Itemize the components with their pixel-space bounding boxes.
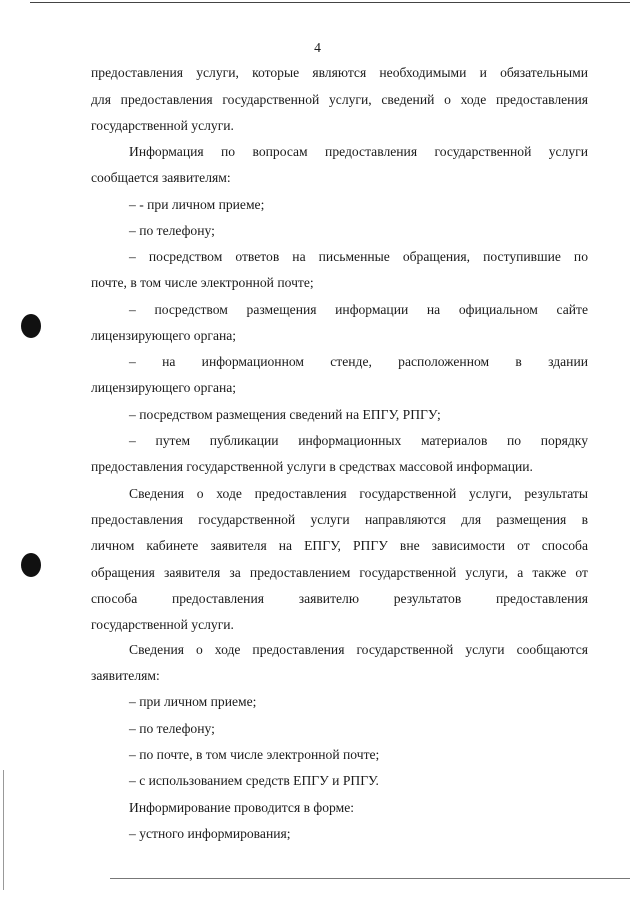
list-item: – по телефону; [129, 223, 215, 238]
list-item: – посредством размещения сведений на ЕПГУ, РПГУ; [129, 407, 441, 422]
list-item: – путем публикации информационных материалов по порядку [129, 433, 588, 448]
list-item: – посредством размещения информации на официальном сайте [129, 302, 588, 317]
text-line: лицензирующего органа; [91, 328, 237, 343]
text-line: почте, в том числе электронной почте; [91, 275, 314, 290]
text-line: Сведения о ходе предоставления государственной услуги сообщаются [129, 642, 588, 657]
text-line: Сведения о ходе предоставления государственной услуги, результаты [129, 486, 588, 501]
text-line: сообщается заявителям: [91, 170, 231, 185]
scan-bottom-edge [110, 878, 630, 879]
list-item: – по телефону; [129, 721, 215, 736]
list-item: – посредством ответов на письменные обращения, поступившие по [129, 249, 588, 264]
list-item: – - при личном приеме; [129, 197, 265, 212]
punch-hole-mark [21, 314, 41, 338]
list-item: – с использованием средств ЕПГУ и РПГУ. [129, 773, 379, 788]
list-item: – по почте, в том числе электронной почте; [129, 747, 380, 762]
text-line: Информация по вопросам предоставления государственной услуги [129, 144, 588, 159]
list-item: – на информационном стенде, расположенном в здании [129, 354, 588, 369]
text-line: Информирование проводится в форме: [129, 800, 355, 815]
text-line: предоставления государственной услуги в средствах массовой информации. [91, 459, 533, 474]
text-line: личном кабинете заявителя на ЕПГУ, РПГУ вне зависимости от способа [91, 538, 588, 553]
text-line: заявителям: [91, 668, 160, 683]
text-line: способа предоставления заявителю результатов предоставления [91, 591, 588, 606]
text-line: государственной услуги. [91, 118, 234, 133]
text-line: предоставления услуги, которые являются необходимыми и обязательными [91, 65, 588, 80]
list-item: – устного информирования; [129, 826, 291, 841]
text-line: обращения заявителя за предоставлением государственной услуги, а также от [91, 565, 588, 580]
page-number: 4 [314, 40, 321, 55]
text-line: государственной услуги. [91, 617, 234, 632]
list-item: – при личном приеме; [129, 694, 257, 709]
scan-left-edge [3, 770, 4, 890]
text-line: предоставления государственной услуги направляются для размещения в [91, 512, 588, 527]
scan-top-edge [30, 2, 630, 3]
text-line: лицензирующего органа; [91, 380, 237, 395]
punch-hole-mark [21, 553, 41, 577]
text-line: для предоставления государственной услуги, сведений о ходе предоставления [91, 92, 588, 107]
